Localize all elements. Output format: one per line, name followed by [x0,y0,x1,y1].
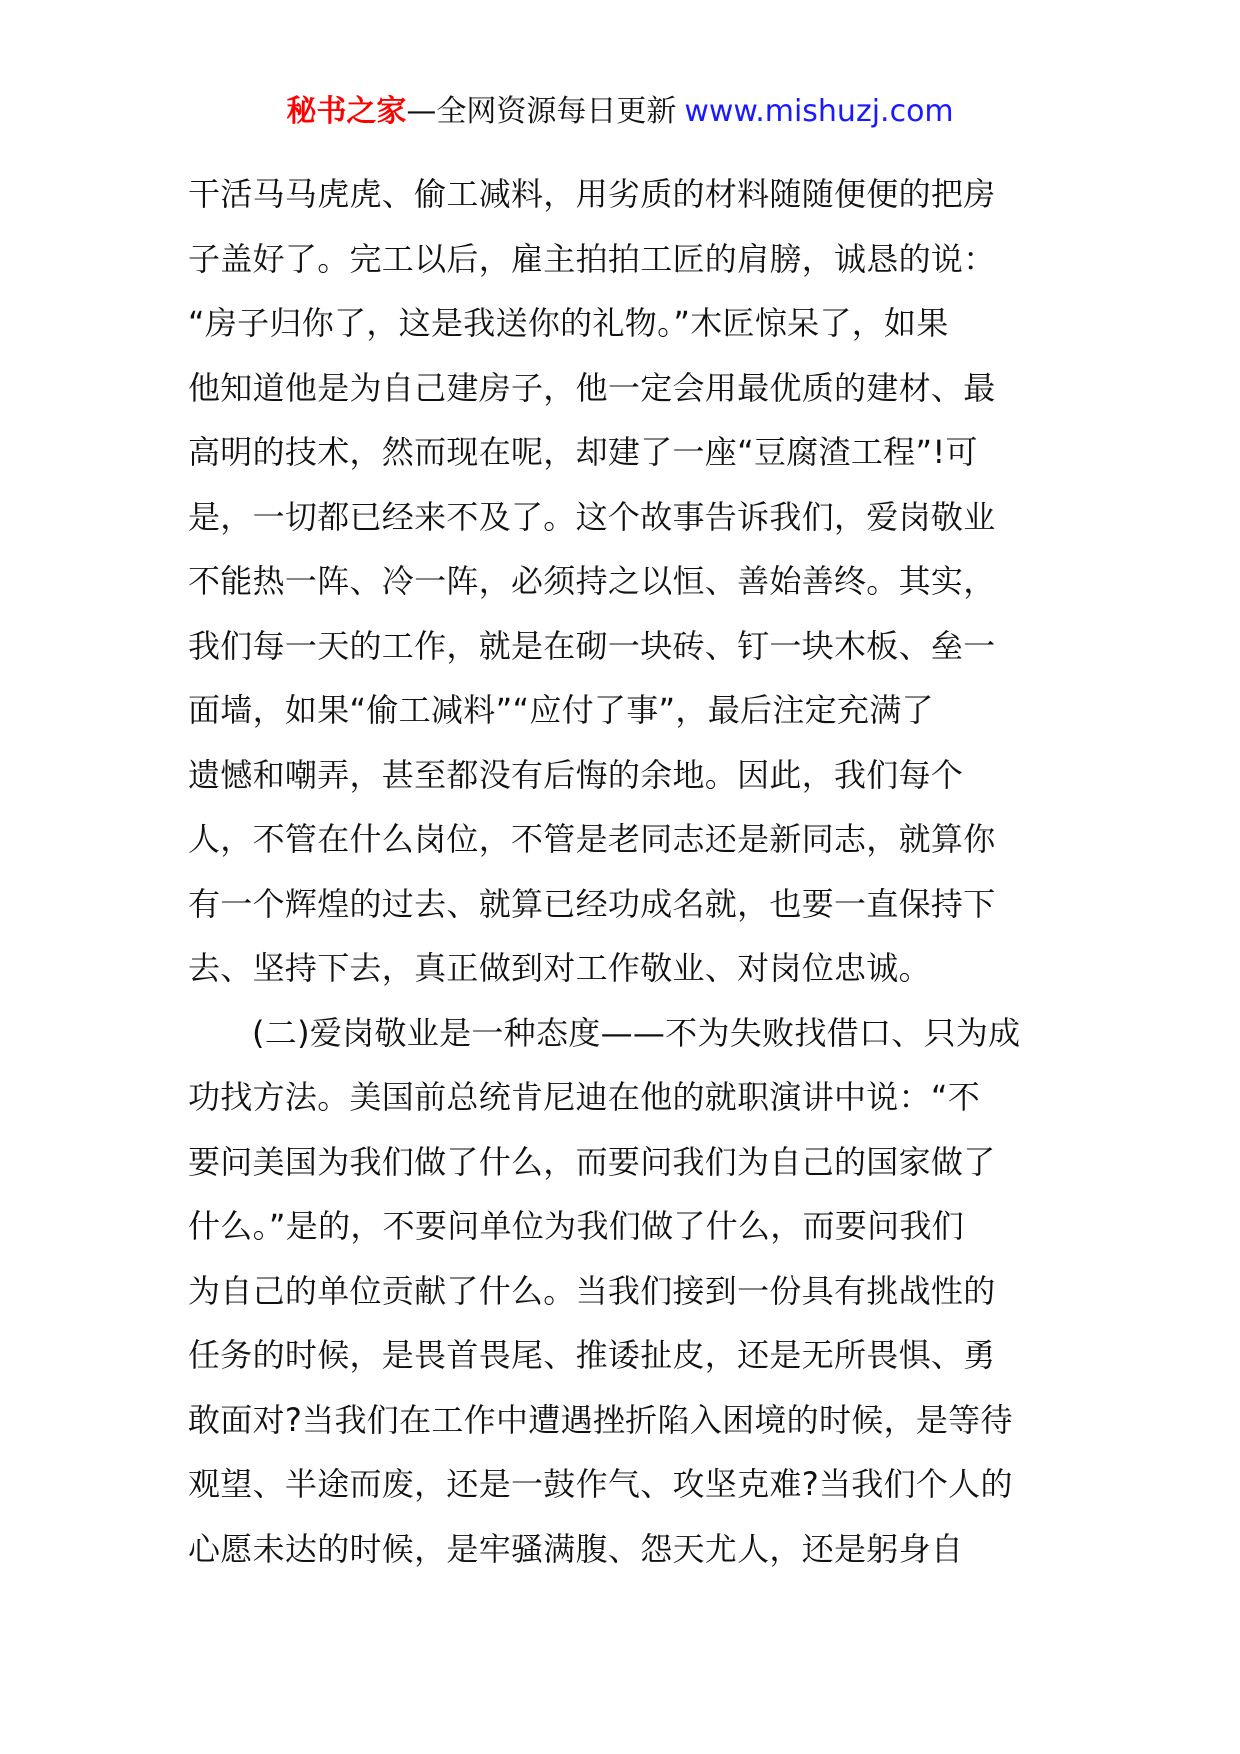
site-header [0,88,1240,136]
text-line: 要问美国为我们做了什么，而要问我们为自己的国家做了 [188,1142,996,1181]
site-url-link[interactable]: www.mishuzj.com [684,94,954,129]
text-line: 有一个辉煌的过去、就算已经功成名就，也要一直保持下 [188,884,996,923]
text-line: 子盖好了。完工以后，雇主拍拍工匠的肩膀，诚恳的说： [188,239,996,278]
text-line: 干活马马虎虎、偷工减料，用劣质的材料随随便便的把房 [188,175,996,213]
text-line: 观望、半途而废，还是一鼓作气、攻坚克难?当我们个人的 [188,1465,1013,1503]
text-line: 是，一切都已经来不及了。这个故事告诉我们，爱岗敬业 [188,497,996,536]
text-line: 他知道他是为自己建房子，他一定会用最优质的建材、最 [188,368,996,407]
text-line: 为自己的单位贡献了什么。当我们接到一份具有挑战性的 [188,1271,996,1310]
text-line: 敢面对?当我们在工作中遭遇挫折陷入困境的时候，是等待 [188,1400,1013,1439]
text-line: 什么。”是的，不要问单位为我们做了什么，而要问我们 [188,1207,965,1245]
text-line: 面墙，如果“偷工减料”“应付了事”，最后注定充满了 [188,691,934,729]
text-line: “房子归你了，这是我送你的礼物。”木匠惊呆了，如果 [188,304,949,342]
text-line: 任务的时候，是畏首畏尾、推诿扯皮，还是无所畏惧、勇 [188,1336,996,1374]
text-line: 不能热一阵、冷一阵，必须持之以恒、善始善终。其实， [188,562,996,600]
paragraph-start-line: (二)爱岗敬业是一种态度——不为失败找借口、只为成 [252,1013,1021,1052]
text-line: 我们每一天的工作，就是在砌一块砖、钉一块木板、垒一 [188,626,996,665]
header-tagline: —全网资源每日更新 [406,94,677,129]
brand-name: 秘书之家 [286,94,407,129]
text-line: 心愿未达的时候，是牢骚满腹、怨天尤人，还是躬身自 [188,1529,964,1568]
document-body [188,162,1060,1581]
text-line: 遗憾和嘲弄，甚至都没有后悔的余地。因此，我们每个 [188,755,964,794]
text-line: 高明的技术，然而现在呢，却建了一座“豆腐渣工程”!可 [188,433,978,471]
text-line: 去、坚持下去，真正做到对工作敬业、对岗位忠诚。 [188,949,931,987]
text-line: 功找方法。美国前总统肯尼迪在他的就职演讲中说：“不 [188,1078,981,1116]
text-line: 人，不管在什么岗位，不管是老同志还是新同志，就算你 [188,820,996,858]
